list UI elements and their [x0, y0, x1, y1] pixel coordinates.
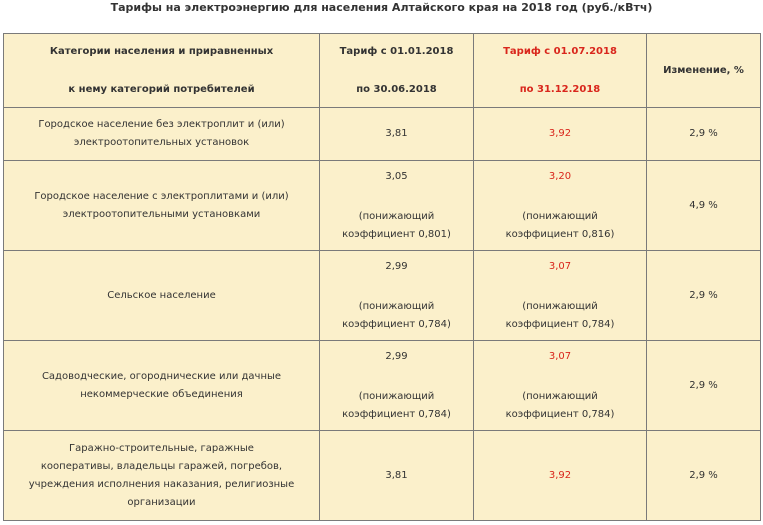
coefficient-note	[478, 388, 642, 424]
row-tariff1: 3,81	[320, 431, 474, 521]
row-tariff2	[474, 161, 647, 251]
row-category	[4, 161, 320, 251]
tariff-value: 3,07	[548, 260, 572, 272]
coefficient-line: (понижающий	[358, 300, 435, 312]
page-title: Тарифы на электроэнергию для населения Алтайского края на 2018 год (руб./кВтч)	[110, 1, 653, 14]
header-category	[4, 34, 320, 108]
row-category	[4, 108, 320, 161]
category-line: некоммерческие объединения	[80, 388, 243, 400]
table-row	[4, 161, 761, 251]
row-category	[4, 431, 320, 521]
coefficient-line: коэффициент 0,784)	[505, 408, 615, 420]
coefficient-line: коэффициент 0,784)	[342, 408, 451, 420]
tariff-value: 3,07	[548, 350, 572, 362]
row-category	[4, 341, 320, 431]
coefficient-note	[324, 298, 469, 334]
header-change: Изменение, %	[647, 34, 761, 108]
category-line: учреждения исполнения наказания, религиозные	[28, 478, 295, 490]
row-tariff2: 3,92	[474, 108, 647, 161]
table-header-row	[4, 34, 761, 108]
category-line: Городское население с электроплитами и (или)	[34, 190, 289, 202]
row-tariff2	[474, 251, 647, 341]
header-category-line2: к нему категорий потребителей	[68, 83, 255, 95]
table-row	[4, 431, 761, 521]
coefficient-line: (понижающий	[522, 390, 598, 402]
coefficient-line: коэффициент 0,784)	[342, 318, 451, 330]
header-category-line1: Категории населения и приравненных	[49, 45, 274, 57]
coefficient-line: коэффициент 0,784)	[505, 318, 615, 330]
coefficient-line: (понижающий	[522, 300, 598, 312]
header-tariff-second-half	[474, 34, 647, 108]
coefficient-note	[478, 298, 642, 334]
coefficient-line: (понижающий	[358, 390, 435, 402]
header-tariff2-line1: Тариф с 01.07.2018	[503, 45, 617, 57]
category-line: организации	[127, 496, 196, 508]
row-tariff2: 3,92	[474, 431, 647, 521]
tariff-value: 3,20	[548, 170, 572, 182]
header-tariff2-line2: по 31.12.2018	[519, 83, 601, 95]
row-change: 2,9 %	[647, 108, 761, 161]
tariff-value: 2,99	[385, 260, 408, 272]
row-change: 2,9 %	[647, 251, 761, 341]
category-line: Садоводческие, огороднические или дачные	[41, 370, 282, 382]
coefficient-note	[478, 208, 642, 244]
tariff-value: 2,99	[385, 350, 408, 362]
header-tariff1-line2: по 30.06.2018	[356, 83, 437, 95]
row-tariff2	[474, 341, 647, 431]
table-row	[4, 341, 761, 431]
category-line: электроотопительных установок	[73, 137, 250, 148]
coefficient-line: (понижающий	[358, 210, 435, 222]
coefficient-line: коэффициент 0,801)	[342, 228, 451, 240]
table-row	[4, 251, 761, 341]
category-line: Сельское население	[107, 289, 216, 301]
row-change: 4,9 %	[647, 161, 761, 251]
header-tariff1-line1: Тариф с 01.01.2018	[339, 45, 454, 57]
coefficient-line: коэффициент 0,816)	[505, 228, 615, 240]
row-tariff1	[320, 341, 474, 431]
category-line: кооперативы, владельцы гаражей, погребов,	[40, 460, 283, 472]
row-tariff1	[320, 251, 474, 341]
category-line: электроотопительными установками	[62, 208, 261, 220]
coefficient-line: (понижающий	[522, 210, 598, 222]
row-tariff1: 3,81	[320, 108, 474, 161]
tariff-value: 3,05	[385, 170, 408, 182]
row-tariff1	[320, 161, 474, 251]
table-row	[4, 108, 761, 161]
coefficient-note	[324, 388, 469, 424]
category-line: Гаражно-строительные, гаражные	[69, 442, 254, 454]
row-change: 2,9 %	[647, 431, 761, 521]
category-line: Городское население без электроплит и (или)	[38, 119, 285, 130]
row-category	[4, 251, 320, 341]
row-change: 2,9 %	[647, 341, 761, 431]
coefficient-note	[324, 208, 469, 244]
header-tariff-first-half	[320, 34, 474, 108]
tariff-table	[3, 33, 761, 521]
